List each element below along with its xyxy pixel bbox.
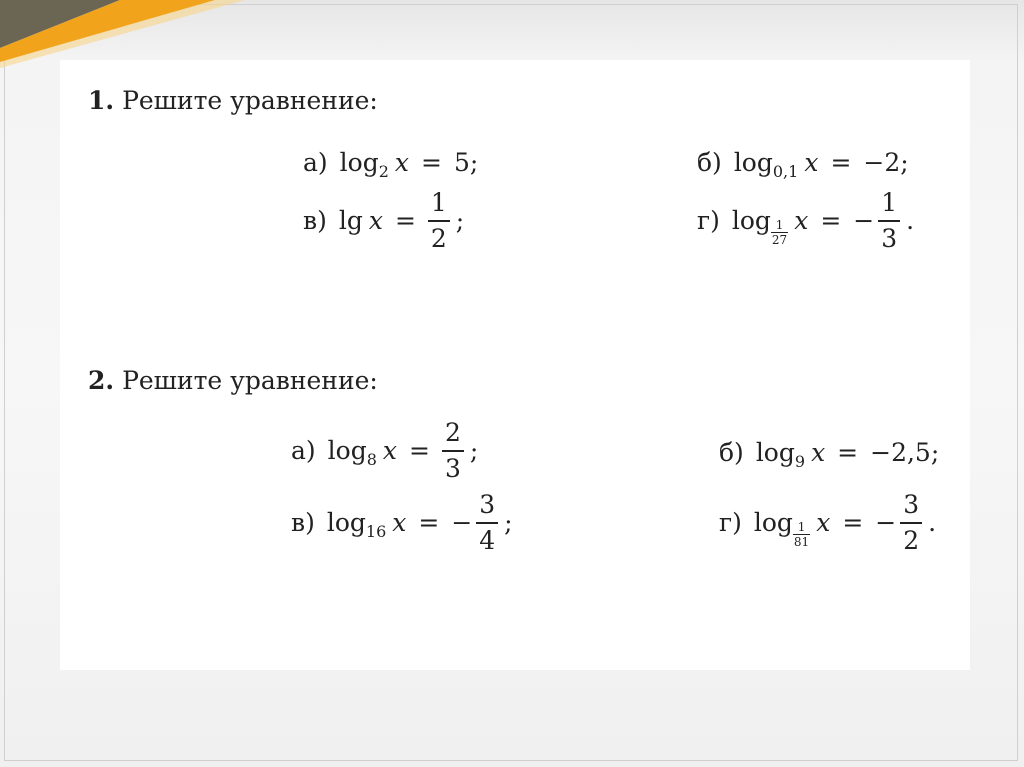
eq-fraction (442, 420, 464, 482)
fraction-bar (878, 220, 900, 222)
task-2-title (88, 366, 378, 395)
eq-function: log (339, 148, 379, 177)
eq-fraction (878, 190, 900, 252)
task-2-text: Решите уравнение: (122, 366, 378, 395)
eq-trail: ; (469, 436, 479, 466)
eq-rhs: −2 (863, 148, 901, 177)
eq-label: г) (697, 206, 720, 236)
eq-operator: = (418, 508, 440, 538)
task-1-eq-a (303, 148, 479, 181)
task-2-number: 2. (88, 366, 115, 395)
eq-base: 8 (366, 449, 377, 469)
eq-operator: = (421, 148, 442, 177)
eq-trail: ; (930, 438, 940, 467)
fraction-numerator: 3 (479, 490, 496, 519)
eq-function: lg (338, 206, 363, 236)
eq-label: б) (719, 438, 744, 467)
eq-function: log (755, 438, 795, 467)
eq-label: г) (719, 508, 742, 538)
task-2-eq-b (719, 438, 940, 471)
base-denominator: 81 (793, 535, 810, 550)
fraction-denominator: 3 (444, 453, 461, 483)
base-numerator: 1 (775, 218, 784, 233)
task-2-eq-g (719, 492, 936, 554)
eq-operator: = (842, 508, 864, 538)
eq-fraction (476, 492, 498, 554)
eq-sign: − (875, 508, 897, 538)
eq-variable: x (392, 508, 407, 538)
eq-base-fraction (771, 219, 788, 246)
eq-rhs: −2,5 (870, 438, 931, 467)
eq-function: log (753, 508, 793, 538)
eq-variable: x (368, 206, 383, 236)
eq-trail: ; (469, 148, 479, 177)
eq-sign: − (451, 508, 473, 538)
eq-base-fraction (793, 521, 810, 548)
eq-trail: ; (504, 508, 513, 538)
fraction-bar (476, 522, 498, 524)
task-2-eq-v (291, 492, 513, 554)
fraction-numerator: 2 (444, 418, 461, 447)
eq-variable: x (816, 508, 831, 538)
base-denominator: 27 (771, 233, 788, 248)
eq-fraction (900, 492, 922, 554)
eq-variable: x (382, 436, 398, 466)
task-1-text: Решите уравнение: (122, 86, 378, 115)
eq-trail: . (928, 508, 937, 538)
task-1-eq-v (303, 190, 464, 252)
task-1-title (88, 86, 378, 115)
eq-operator: = (837, 438, 859, 467)
base-numerator: 1 (797, 520, 806, 535)
fraction-numerator: 3 (903, 490, 920, 519)
eq-fraction (428, 190, 450, 252)
eq-base: 0,1 (772, 161, 799, 181)
fraction-denominator: 2 (430, 223, 447, 253)
eq-sign: − (853, 206, 875, 236)
task-2-eq-a (291, 420, 478, 482)
eq-label: в) (291, 508, 315, 538)
fraction-denominator: 2 (903, 525, 920, 555)
eq-base: 9 (794, 451, 806, 471)
eq-function: log (733, 148, 773, 177)
eq-label: а) (291, 436, 316, 466)
eq-operator: = (409, 436, 430, 466)
eq-base: 2 (378, 161, 389, 181)
eq-operator: = (830, 148, 852, 177)
fraction-bar (900, 522, 922, 524)
eq-variable: x (794, 206, 809, 236)
eq-label: в) (303, 206, 327, 236)
fraction-denominator: 3 (881, 223, 898, 253)
eq-function: log (731, 206, 771, 236)
eq-operator: = (820, 206, 842, 236)
eq-operator: = (394, 206, 416, 236)
eq-base: 16 (365, 521, 387, 541)
eq-label: б) (697, 148, 722, 177)
fraction-numerator: 1 (430, 188, 447, 217)
task-1-eq-g (697, 190, 914, 252)
eq-trail: . (906, 206, 915, 236)
eq-rhs: 5 (453, 148, 470, 177)
eq-function: log (326, 508, 366, 538)
eq-trail: ; (900, 148, 909, 177)
eq-variable: x (811, 438, 826, 467)
eq-function: log (327, 436, 367, 466)
task-1-number: 1. (88, 86, 115, 115)
fraction-bar (428, 220, 450, 222)
task-1-eq-b (697, 148, 909, 181)
eq-trail: ; (455, 206, 465, 236)
eq-variable: x (804, 148, 819, 177)
fraction-bar (442, 450, 464, 452)
eq-variable: x (394, 148, 410, 177)
fraction-denominator: 4 (479, 525, 496, 555)
eq-label: а) (303, 148, 328, 177)
fraction-numerator: 1 (881, 188, 898, 217)
